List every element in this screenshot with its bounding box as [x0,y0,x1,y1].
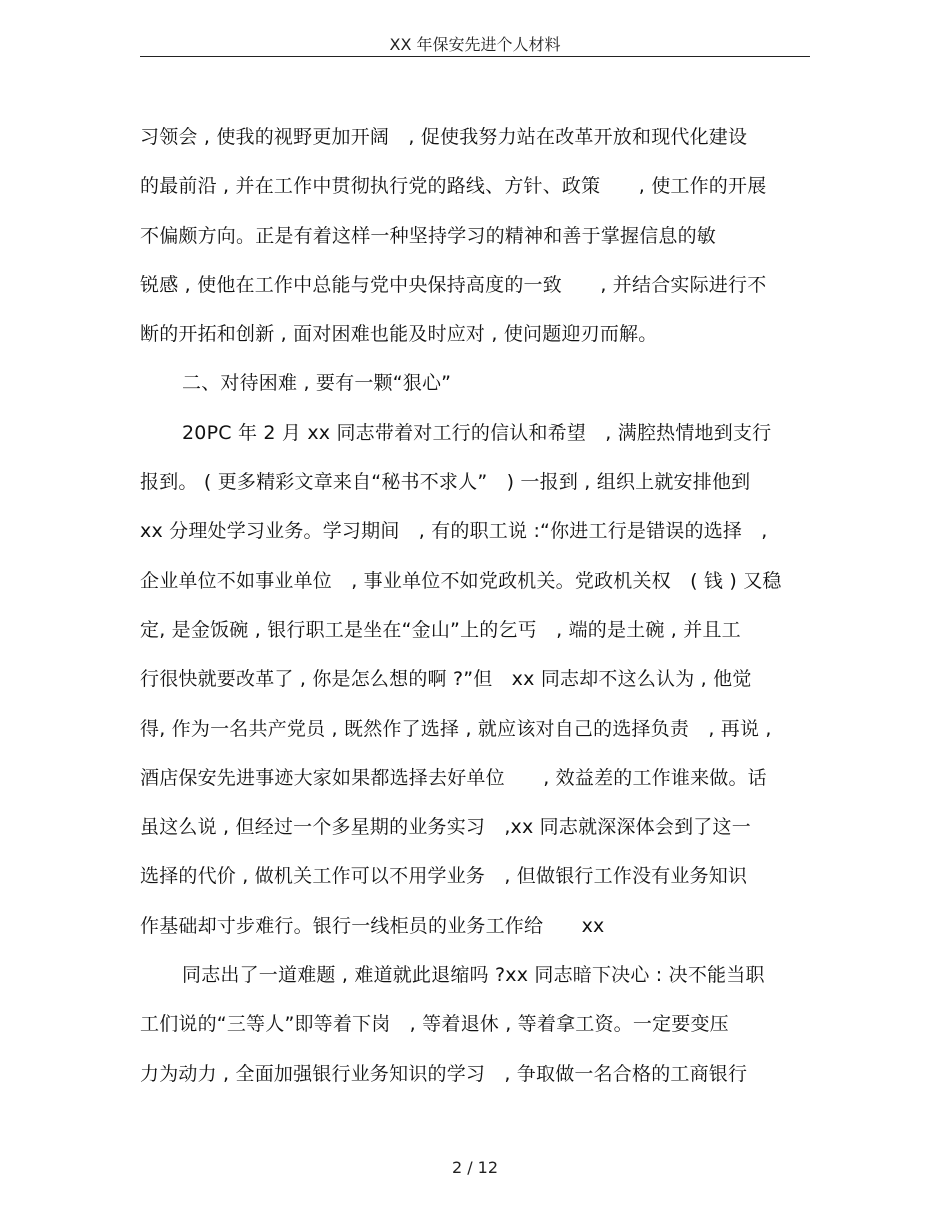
body-line: xx 分理处学习业务。学习期间 , 有的职工说 :“你进工行是错误的选择 , [140,520,768,543]
body-line: 不偏颇方向。正是有着这样一种坚持学习的精神和善于掌握信息的敏 [140,224,717,247]
body-line: 酒店保安先进事迹大家如果都选择去好单位 , 效益差的工作谁来做。话 [140,766,767,789]
body-line: 选择的代价 , 做机关工作可以不用学业务 , 但做银行工作没有业务知识 [140,865,748,888]
body-line: 20PC 年 2 月 xx 同志带着对工行的信认和希望 , 满腔热情地到支行 [182,421,772,444]
body-line: 同志出了一道难题 , 难道就此退缩吗 ?xx 同志暗下决心 : 决不能当职 [182,964,765,987]
body-line: 作基础却寸步难行。银行一线柜员的业务工作给 xx [140,914,605,937]
body-line: 习领会 , 使我的视野更加开阔 , 促使我努力站在改革开放和现代化建设 [140,126,748,148]
body-line: 锐感 , 使他在工作中总能与党中央保持高度的一致 , 并结合实际进行不 [140,273,767,296]
page-number: 2 / 12 [451,1158,499,1177]
body-line: 断的开拓和创新 , 面对困难也能及时应对 , 使问题迎刃而解。 [140,323,658,346]
body-line: 力为动力 , 全面加强银行业务知识的学习 , 争取做一名合格的工商银行 [140,1062,748,1085]
body-line: 得, 作为一名共产党员 , 既然作了选择 , 就应该对自己的选择负责 , 再说 , [140,717,772,740]
document-body [140,113,810,1099]
body-line: 企业单位不如事业单位 , 事业单位不如党政机关。党政机关权 ( 钱 ) 又稳 [140,569,782,592]
section-heading: 二、对待困难 , 要有一颗“狠心” [182,372,452,395]
body-line: 报到。 ( 更多精彩文章来自“秘书不求人” ) 一报到 , 组织上就安排他到 [140,471,751,494]
body-line: 行很快就要改革了 , 你是怎么想的啊 ?”但 xx 同志却不这么认为 , 他觉 [140,668,752,691]
body-line: 工们说的“三等人”即等着下岗 , 等着退休 , 等着拿工资。一定要变压 [140,1013,729,1036]
body-line: 虽这么说 , 但经过一个多星期的业务实习 ,xx 同志就深深体会到了这一 [140,816,751,839]
header-divider [140,56,810,57]
body-line: 定, 是金饭碗 , 银行职工是坐在“金山”上的乞丐 , 端的是土碗 , 并且工 [140,618,741,641]
body-line: 的最前沿 , 并在工作中贯彻执行党的路线、方针、政策 , 使工作的开展 [140,175,767,198]
page-header-title: XX 年保安先进个人材料 [389,35,561,54]
